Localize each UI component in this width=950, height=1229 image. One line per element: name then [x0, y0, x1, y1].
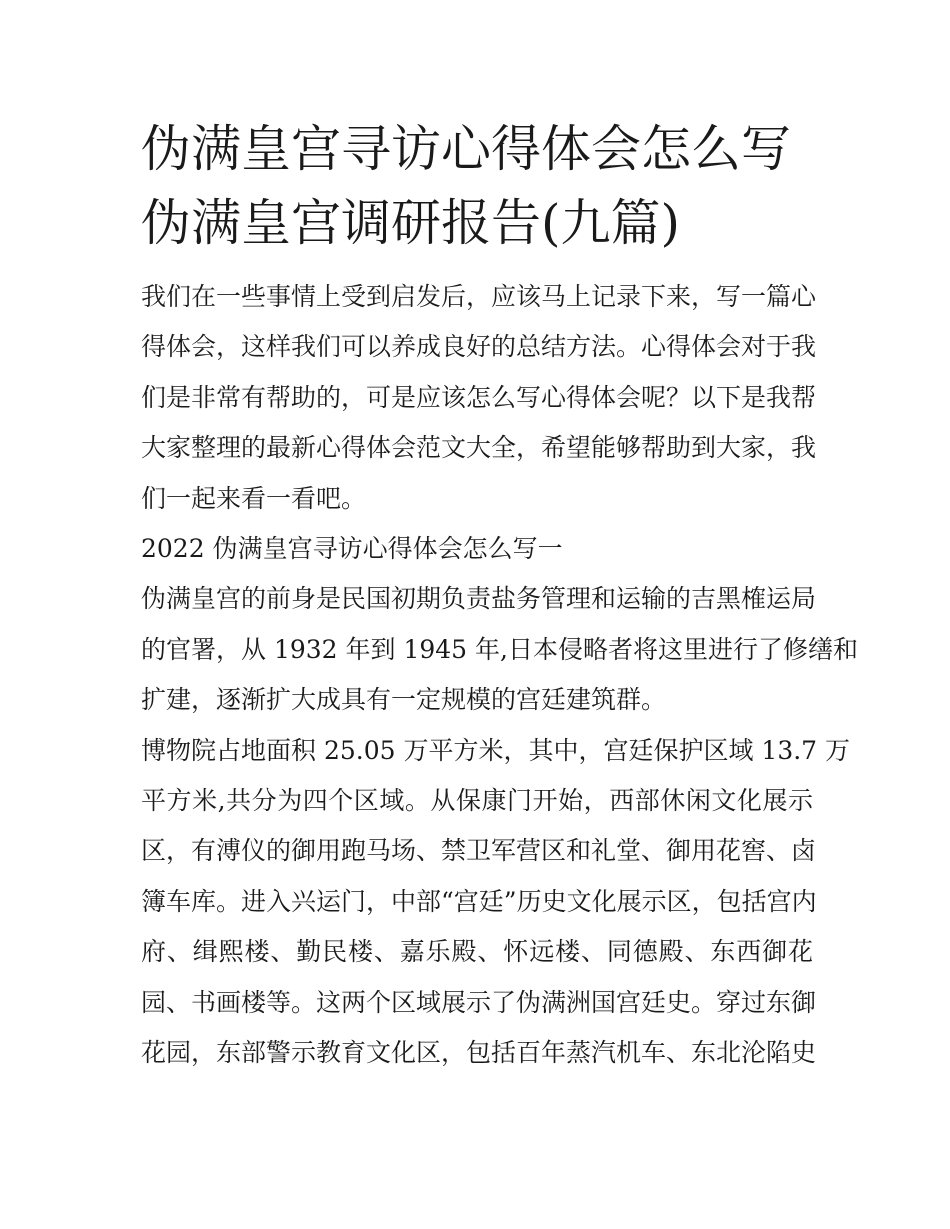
title-line: 伪满皇宫寻访心得体会怎么写: [141, 120, 791, 178]
paragraph-line: 平方米,共分为四个区域。从保康门开始，西部休闲文化展示: [141, 786, 813, 816]
paragraph-line: 的官署，从 1932 年到 1945 年,日本侵略者将这里进行了修缮和: [141, 634, 858, 664]
title-line: 伪满皇宫调研报告(九篇): [141, 194, 681, 252]
section-heading: 2022 伪满皇宫寻访心得体会怎么写一: [141, 534, 563, 564]
paragraph-line: 博物院占地面积 25.05 万平方米，其中，宫廷保护区域 13.7 万: [141, 735, 851, 765]
paragraph-line: 扩建，逐渐扩大成具有一定规模的宫廷建筑群。: [141, 685, 667, 715]
intro-line: 们是非常有帮助的，可是应该怎么写心得体会呢？以下是我帮: [141, 382, 817, 412]
intro-line: 们一起来看一看吧。: [141, 483, 367, 513]
document-title: [141, 112, 813, 260]
paragraph-line: 伪满皇宫的前身是民国初期负责盐务管理和运输的吉黑榷运局: [141, 584, 817, 614]
intro-line: 得体会，这样我们可以养成良好的总结方法。心得体会对于我: [141, 332, 817, 362]
paragraph-line: 花园，东部警示教育文化区，包括百年蒸汽机车、东北沦陷史: [141, 1038, 817, 1068]
paragraph-line: 府、缉熙楼、勤民楼、嘉乐殿、怀远楼、同德殿、东西御花: [141, 937, 813, 967]
document-page: [141, 112, 858, 1079]
intro-line: 大家整理的最新心得体会范文大全，希望能够帮助到大家，我: [141, 433, 817, 463]
document-body: [141, 272, 858, 1079]
paragraph-line: 区，有溥仪的御用跑马场、禁卫军营区和礼堂、御用花窖、卤: [141, 836, 817, 866]
paragraph-line: 簿车库。进入兴运门，中部“宫廷”历史文化展示区，包括宫内: [141, 886, 817, 916]
intro-line: 我们在一些事情上受到启发后，应该马上记录下来，写一篇心: [141, 282, 817, 311]
paragraph-line: 园、书画楼等。这两个区域展示了伪满洲国宫廷史。穿过东御: [141, 987, 817, 1017]
